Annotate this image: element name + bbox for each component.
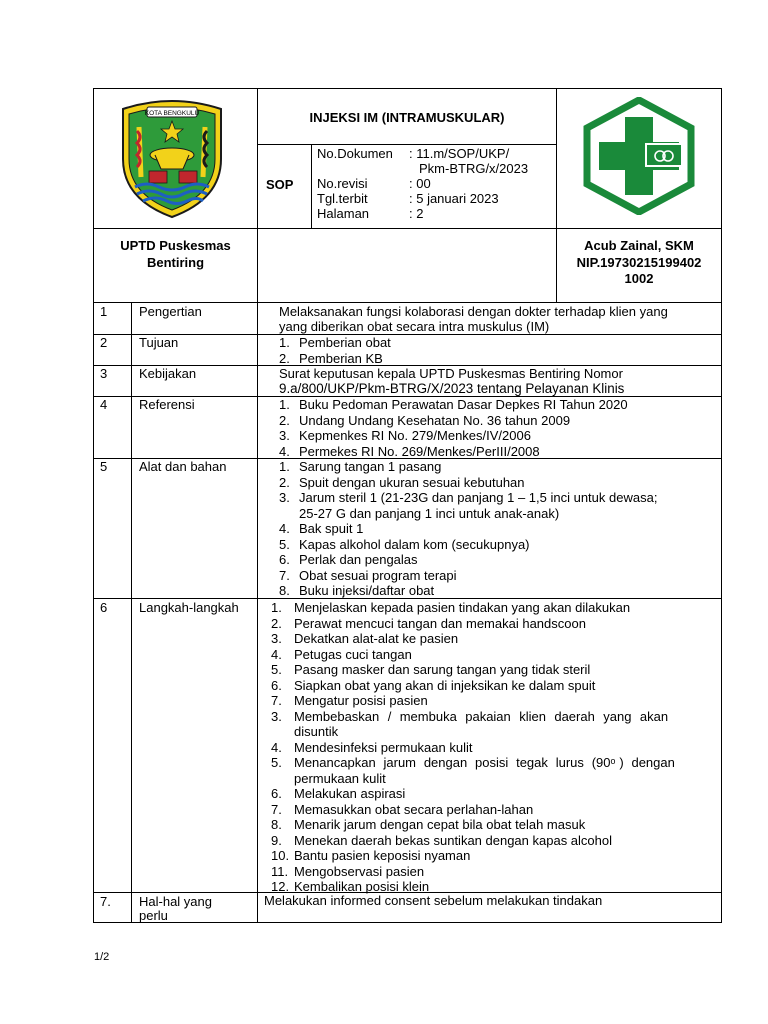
item-number: 7. [271,801,282,817]
item-text: Membebaskan / membuka pakaian klien daerah yang akan [294,708,669,724]
row-label: Langkah-langkah [139,600,239,615]
row-number: 2 [100,335,108,350]
item-number: 5. [271,755,282,770]
item-number: 2. [279,474,290,490]
item-number: 3. [271,631,282,646]
item-number: 2. [271,615,282,631]
item-number: 3. [279,490,290,505]
row-text: 9.a/800/UKP/Pkm-BTRG/X/2023 tentang Pelayanan Klinis [279,381,625,396]
page-number: 1/2 [94,951,110,963]
row-number: 4 [100,397,108,412]
org-name: UPTD Puskesmas [120,238,231,253]
row-text: Melaksanakan fungsi kolaborasi dengan dokter terhadap klien yang [279,304,668,319]
item-text: Menekan daerah bekas suntikan dengan kapas alcohol [294,832,613,848]
doc-field-label: Tgl.terbit [317,191,368,206]
item-text: Jarum steril 1 (21-23G dan panjang 1 – 1,5 inci untuk dewasa; [299,490,658,505]
row-label: Referensi [139,397,195,412]
item-number: 1. [279,335,290,350]
item-number: 8. [279,583,290,598]
row-number: 7. [100,894,111,909]
item-text: Buku injeksi/daftar obat [299,583,435,598]
item-number: 12. [271,879,290,894]
item-number: 11. [271,863,289,879]
item-text: Memasukkan obat secara perlahan-lahan [294,801,534,817]
row-label: Pengertian [139,304,202,319]
row-number: 6 [100,600,108,615]
item-text: Mengobservasi pasien [294,863,425,879]
item-number: 5. [271,662,282,677]
item-text: Siapkan obat yang akan di injeksikan ke dalam spuit [294,677,596,693]
list-item [271,600,714,895]
item-text: Dekatkan alat-alat ke pasien [294,631,459,646]
item-text: Petugas cuci tangan [294,646,412,662]
item-text: Bak spuit 1 [299,521,364,536]
doc-field-label: No.revisi [317,176,368,191]
signer-nip: 1002 [624,271,654,286]
item-text: Buku Pedoman Perawatan Dasar Depkes RI Tahun 2020 [299,397,628,412]
item-text: Pemberian KB [299,350,383,366]
item-number: 9. [271,832,282,848]
item-text: Obat sesuai program terapi [299,567,457,583]
item-text: Kembalikan posisi klein [294,879,430,894]
item-text: Perawat mencuci tangan dan memakai handscoon [294,615,586,631]
row-number: 5 [100,459,108,474]
item-number: 1. [271,600,282,615]
list-item [279,335,391,366]
row-text: Surat keputusan kepala UPTD Puskesmas Bentiring Nomor [279,366,623,381]
row-text: yang diberikan obat secara intra muskulus (IM) [279,319,550,334]
row-label: perlu [139,908,168,923]
item-number: 3. [271,708,282,724]
item-text: Undang Undang Kesehatan No. 36 tahun 2009 [299,412,571,428]
row-number: 3 [100,366,108,381]
item-number: 1. [279,459,290,474]
item-text: Spuit dengan ukuran sesuai kebutuhan [299,474,525,490]
item-number: 4. [271,646,282,662]
item-number: 10. [271,848,290,863]
item-number: 4. [271,739,282,755]
item-text: Menjelaskan kepada pasien tindakan yang akan dilakukan [294,600,631,615]
signer-name: Acub Zainal, SKM [584,238,694,253]
row-number: 1 [100,304,108,319]
item-text: 25-27 G dan panjang 1 inci untuk anak-anak) [299,505,560,521]
row-text: Melakukan informed consent sebelum melakukan tindakan [264,893,603,908]
doc-field-value: : 00 [409,176,431,191]
item-number: 6. [279,552,290,567]
item-text: Pasang masker dan sarung tangan yang tidak steril [294,662,591,677]
row-label: Tujuan [139,335,179,350]
item-number [271,771,294,787]
item-text: Pemberian obat [299,335,391,350]
item-text: Mendesinfeksi permukaan kulit [294,739,473,755]
kota-bengkulu-seal [117,97,227,219]
doc-field-value: : 2 [409,206,424,221]
doc-field-value: Pkm-BTRG/x/2023 [419,161,529,176]
signer-nip: NIP.19730215199402 [576,255,702,270]
item-number: 7. [271,693,282,708]
item-text: permukaan kulit [294,770,386,786]
item-text: Menarik jarum dengan cepat bila obat telah masuk [294,817,586,832]
item-number: 2. [279,412,290,428]
item-number: 4. [279,443,290,459]
item-text: Permekes RI No. 269/Menkes/PerIII/2008 [299,443,540,459]
item-text: Bantu pasien keposisi nyaman [294,848,471,863]
item-number: 2. [279,350,290,366]
row-label: Alat dan bahan [139,459,227,474]
list-item [279,397,628,459]
item-number: 4. [279,521,290,536]
item-number: 1. [279,397,290,412]
item-text: Kepmenkes RI No. 279/Menkes/IV/2006 [299,428,531,443]
seal-text: KOTA BENGKULU [144,110,200,117]
doc-field-label: Halaman [317,206,370,221]
item-number: 3. [279,428,290,443]
item-text: Melakukan aspirasi [294,786,406,801]
item-number [271,724,294,740]
item-number: 8. [271,817,282,832]
row-label: Kebijakan [139,366,197,381]
item-number [279,506,299,522]
item-number: 5. [279,536,290,552]
item-text: Kapas alkohol dalam kom (secukupnya) [299,536,530,552]
sop-label: SOP [266,177,294,192]
item-text: Perlak dan pengalas [299,552,418,567]
item-number: 6. [271,786,282,801]
page-title: INJEKSI IM (INTRAMUSKULAR) [309,110,505,125]
doc-field-value: : 5 januari 2023 [409,191,499,206]
item-text: Sarung tangan 1 pasang [299,459,442,474]
item-text: Menancapkan jarum dengan posisi tegak lurus (90ᵒ ) dengan [294,755,675,770]
puskesmas-logo [583,97,695,215]
doc-field-value: : 11.m/SOP/UKP/ [409,146,510,161]
row-label: Hal-hal yang [139,894,212,909]
item-text: disuntik [294,724,339,739]
item-text: Mengatur posisi pasien [294,693,428,708]
doc-field-label: No.Dokumen [317,146,393,161]
item-number: 6. [271,677,282,693]
list-item [279,459,657,599]
org-name: Bentiring [146,255,205,270]
item-number: 7. [279,567,290,583]
